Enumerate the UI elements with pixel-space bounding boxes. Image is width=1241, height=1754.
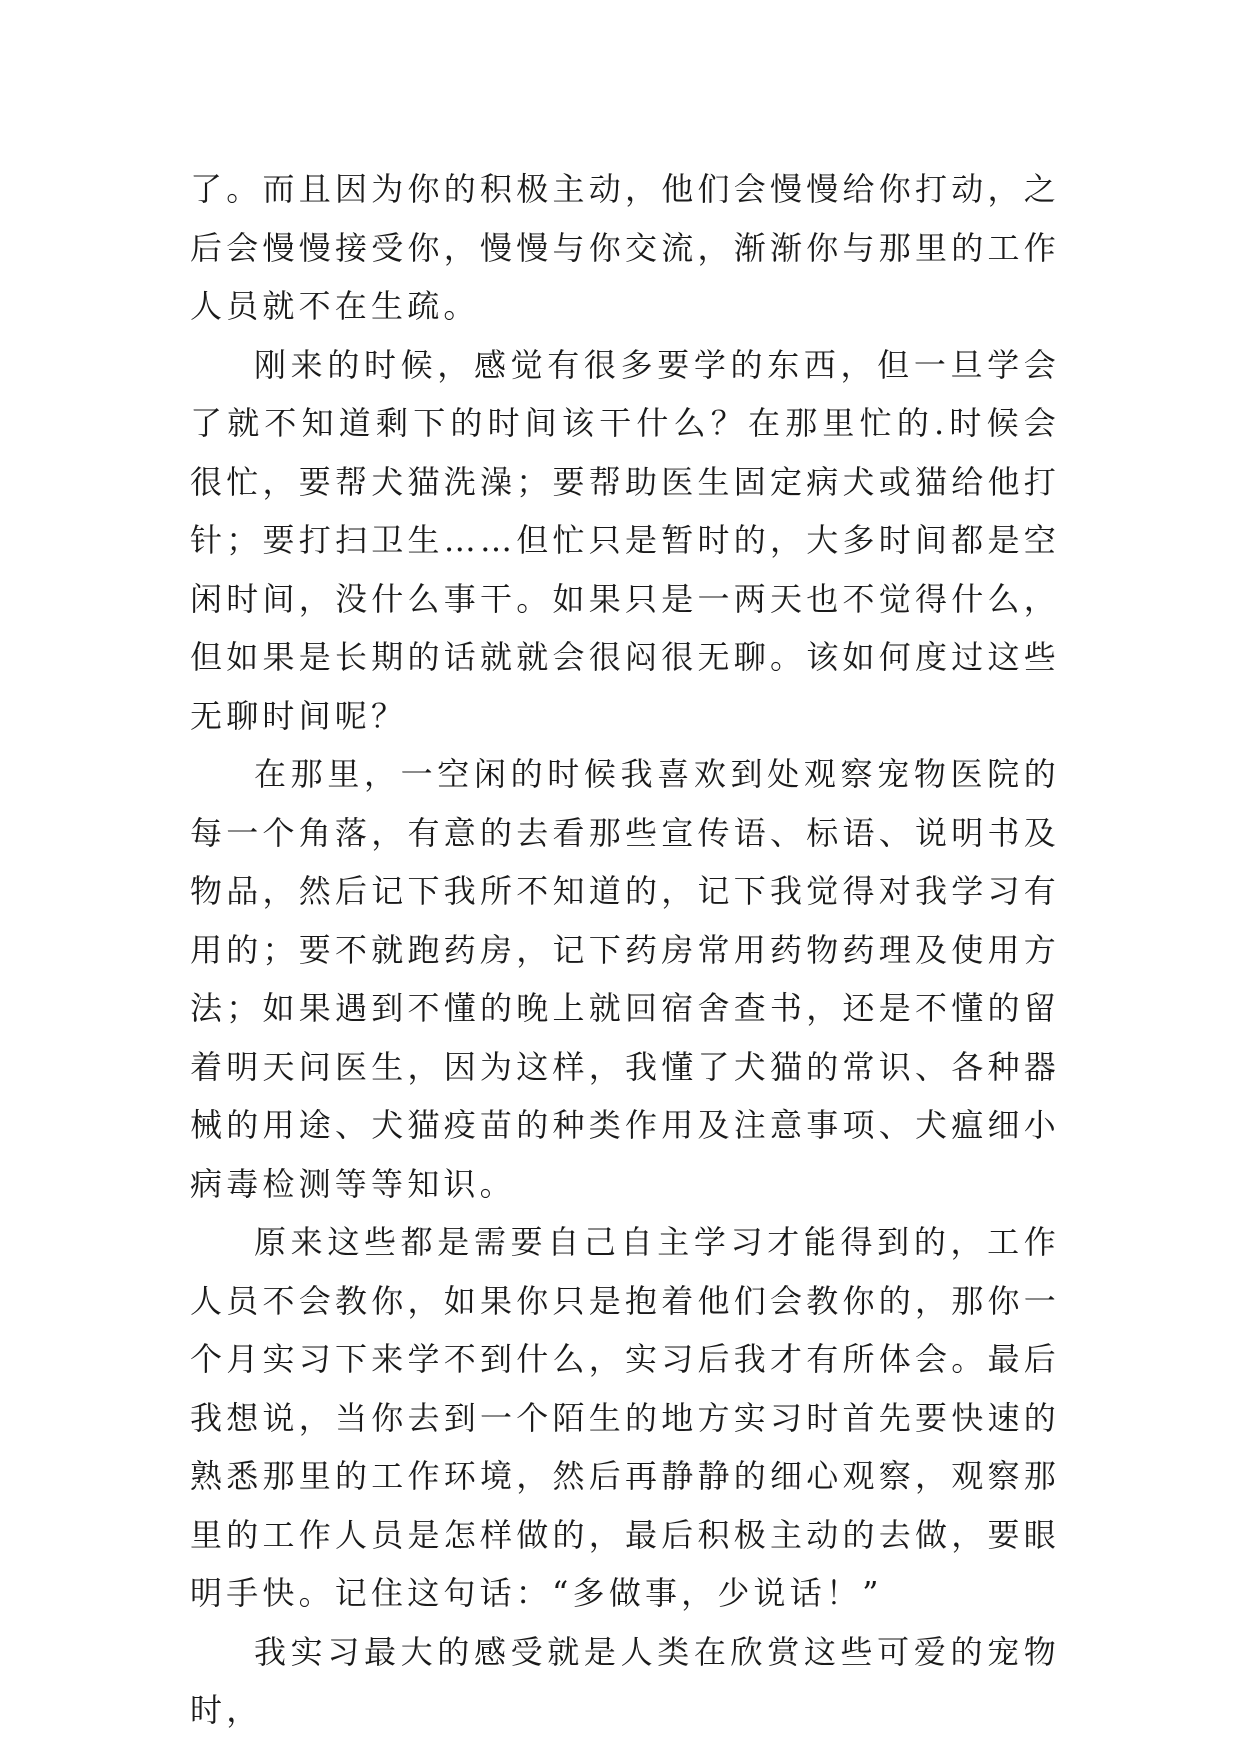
paragraph-4: 原来这些都是需要自己自主学习才能得到的，工作人员不会教你，如果你只是抱着他们会教你的，那你一个月实习下来学不到什么，实习后我才有所体会。最后我想说，当你去到一个陌生的地方实习时首先要快速的熟悉那里的工作环境，然后再静静的细心观察，观察那里的工作人员是怎样做的，最后积极主动的去做，要眼明手快。记住这句话：“多做事，少说话！”: [190, 1223, 1060, 1612]
document-body: [190, 160, 1060, 1740]
paragraph-2: 刚来的时候，感觉有很多要学的东西，但一旦学会了就不知道剩下的时间该干什么？在那里忙的.时候会很忙，要帮犬猫洗澡；要帮助医生固定病犬或猫给他打针；要打扫卫生……但忙只是暂时的，大多时间都是空闲时间，没什么事干。如果只是一两天也不觉得什么，但如果是长期的话就就会很闷很无聊。该如何度过这些无聊时间呢？: [190, 345, 1060, 735]
paragraph-1: 了。而且因为你的积极主动，他们会慢慢给你打动，之后会慢慢接受你，慢慢与你交流，渐渐你与那里的工作人员就不在生疏。: [190, 170, 1060, 325]
paragraph-5: 我实习最大的感受就是人类在欣赏这些可爱的宠物时，: [190, 1632, 1060, 1729]
paragraph-3: 在那里，一空闲的时候我喜欢到处观察宠物医院的每一个角落，有意的去看那些宣传语、标语、说明书及物品，然后记下我所不知道的，记下我觉得对我学习有用的；要不就跑药房，记下药房常用药物药理及使用方法；如果遇到不懂的晚上就回宿舍查书，还是不懂的留着明天问医生，因为这样，我懂了犬猫的常识、各种器械的用途、犬猫疫苗的种类作用及注意事项、犬瘟细小病毒检测等等知识。: [190, 755, 1060, 1203]
